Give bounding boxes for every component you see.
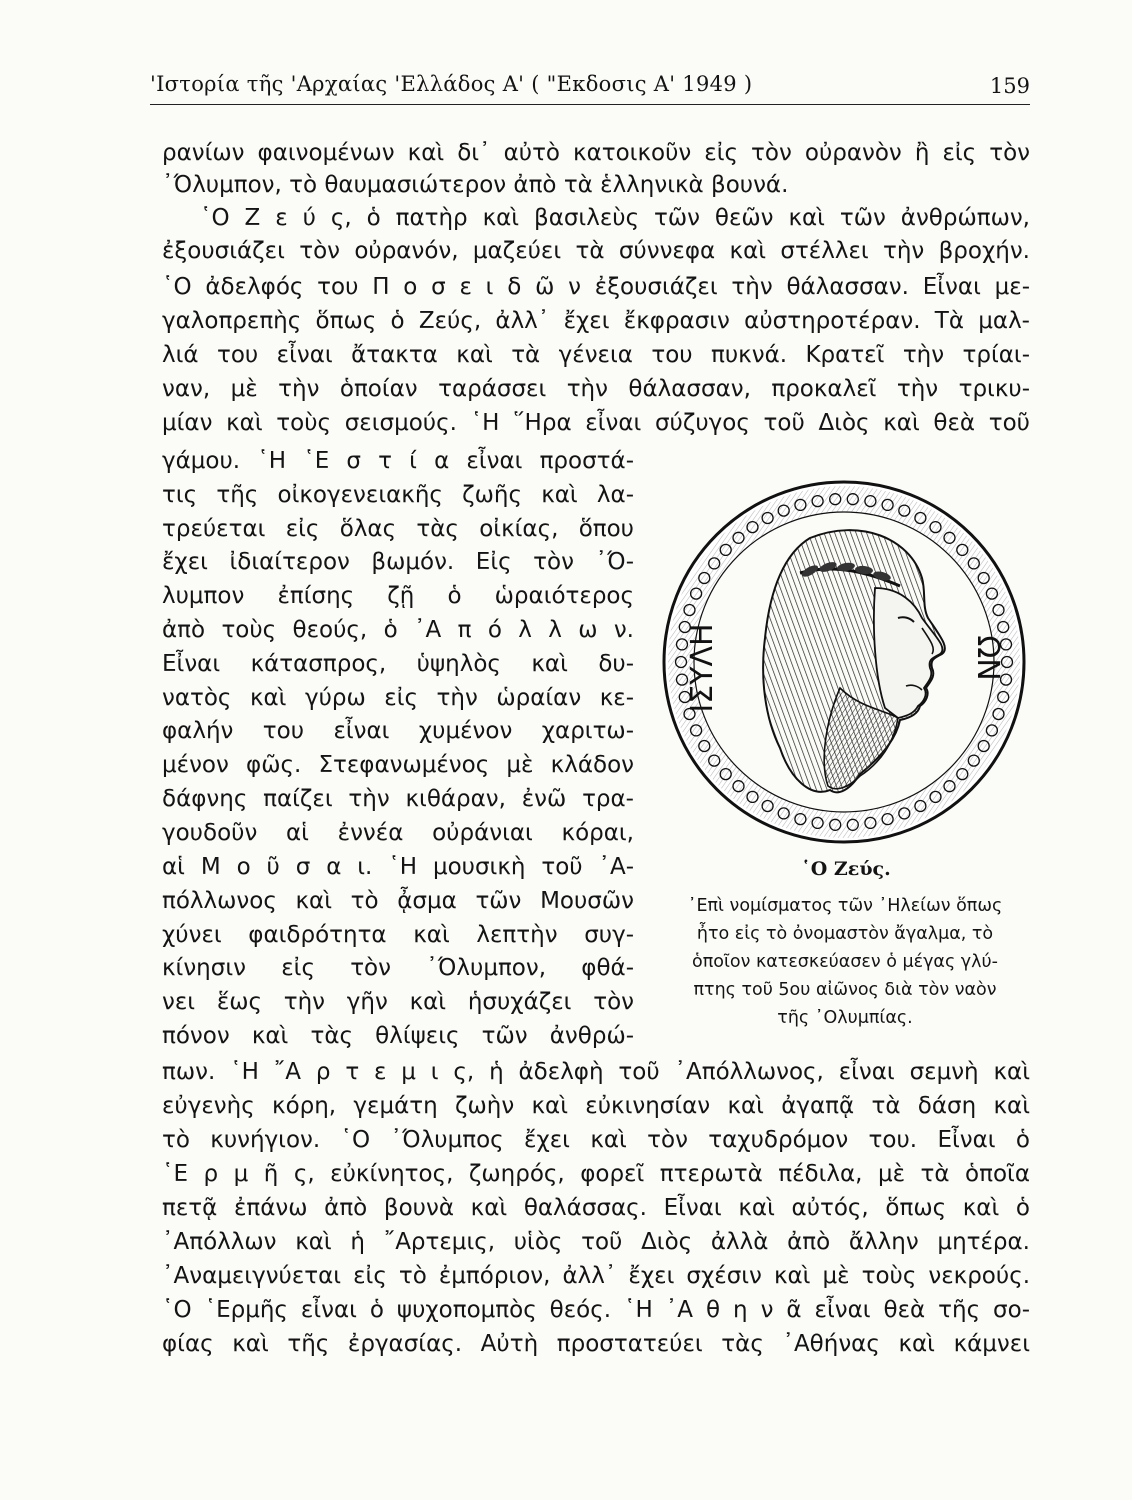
body-line: ἔχει ἰδιαίτερον βωμόν. Εἰς τὸν ᾿Ό-: [162, 549, 634, 575]
body-line: μίαν καὶ τοὺς σεισμούς. ῾Η ῞Ηρα εἶναι σύζυγος τοῦ Διὸς καὶ θεὰ τοῦ: [162, 410, 1030, 436]
body-line: τὸ κυνήγιον. ῾Ο ᾿Όλυμπος ἔχει καὶ τὸν ταχυδρόμον του. Εἶναι ὁ: [162, 1127, 1030, 1153]
body-line: μένον φῶς. Στεφανωμένος μὲ κλάδον: [162, 752, 634, 778]
body-line: ῾Ο Ζ ε ύ ς, ὁ πατὴρ καὶ βασιλεὺς τῶν θεῶν καὶ τῶν ἀνθρώπων,: [200, 205, 1030, 231]
body-line: ῾Ο ἀδελφός του Π ο σ ε ι δ ῶ ν ἐξουσιάζει τὴν θάλασσαν. Εἶναι με-: [162, 274, 1030, 300]
running-title: 'Ιστορία τῆς 'Αρχαίας 'Ελλάδος Α' ( "Εκδοσις Α' 1949 ): [150, 72, 753, 96]
body-line: κίνησιν εἰς τὸν ᾿Όλυμπον, φθά-: [162, 955, 634, 981]
body-line: φίας καὶ τῆς ἐργασίας. Αὐτὴ προστατεύει τὰς ᾿Αθήνας καὶ κάμνει: [162, 1331, 1030, 1357]
body-line: νατὸς καὶ γύρω εἰς τὴν ὡραίαν κε-: [162, 685, 634, 711]
figure-caption-line: ᾿Επὶ νομίσματος τῶν ᾿Ηλείων ὅπως: [687, 896, 1003, 916]
body-line: ναν, μὲ τὴν ὁποίαν ταράσσει τὴν θάλασσαν, προκαλεῖ τὴν τρικυ-: [162, 376, 1030, 402]
zeus-coin-illustration: [660, 478, 1028, 846]
running-header: [150, 70, 1030, 105]
coin-right-legend: ΩΝ: [970, 635, 1005, 681]
body-line: ἐξουσιάζει τὸν οὐρανόν, μαζεύει τὰ σύννεφα καὶ στέλλει τὴν βροχήν.: [162, 238, 1030, 264]
body-line: εὐγενὴς κόρη, γεμάτη ζωὴν καὶ εὐκινησίαν καὶ ἀγαπᾷ τὰ δάση καὶ: [162, 1093, 1030, 1119]
body-line: ᾿Απόλλων καὶ ἡ ῎Αρτεμις, υἱὸς τοῦ Διὸς ἀλλὰ ἀπὸ ἄλλην μητέρα.: [162, 1229, 1030, 1255]
body-line: λυμπον ἐπίσης ζῇ ὁ ὡραιότερος: [162, 583, 634, 609]
body-line: δάφνης παίζει τὴν κιθάραν, ἐνῶ τρα-: [162, 786, 634, 812]
body-line: τρεύεται εἰς ὅλας τὰς οἰκίας, ὅπου: [162, 516, 634, 542]
body-line: νει ἕως τὴν γῆν καὶ ἡσυχάζει τὸν: [162, 989, 634, 1015]
body-line: ἀπὸ τοὺς θεούς, ὁ ᾿Α π ό λ λ ω ν.: [162, 617, 634, 643]
figure-caption-line: πτης τοῦ 5ου αἰῶνος διὰ τὸν ναὸν: [693, 980, 997, 1000]
body-line: ᾿Όλυμπον, τὸ θαυμασιώτερον ἀπὸ τὰ ἑλληνικὰ βουνά.: [162, 172, 789, 198]
body-line: τις τῆς οἰκογενειακῆς ζωῆς καὶ λα-: [162, 482, 634, 508]
body-line: ᾿Αναμειγνύεται εἰς τὸ ἐμπόριον, ἀλλ᾿ ἔχει σχέσιν καὶ μὲ τοὺς νεκρούς.: [162, 1263, 1030, 1289]
body-line: πετᾷ ἐπάνω ἀπὸ βουνὰ καὶ θαλάσσας. Εἶναι καὶ αὐτός, ὅπως καὶ ὁ: [162, 1195, 1030, 1221]
figure-caption-title: ῾Ο Ζεύς.: [801, 858, 891, 880]
coin-left-legend: ΙΣΥΛΗ: [685, 623, 720, 713]
body-line: γάμου. ῾Η ῾Ε σ τ ί α εἶναι προστά-: [162, 448, 634, 474]
body-line: γουδοῦν αἱ ἐννέα οὐράνιαι κόραι,: [162, 820, 634, 846]
figure-caption-line: τῆς ᾿Ολυμπίας.: [777, 1008, 913, 1028]
body-line: χύνει φαιδρότητα καὶ λεπτὴν συγ-: [162, 922, 634, 948]
body-line: αἱ Μ ο ῦ σ α ι. ῾Η μουσικὴ τοῦ ᾿Α-: [162, 854, 634, 880]
figure-caption-line: ὁποῖον κατεσκεύασεν ὁ μέγας γλύ-: [692, 952, 998, 972]
body-line: ρανίων φαινομένων καὶ δι᾿ αὐτὸ κατοικοῦν εἰς τὸν οὐρανὸν ἢ εἰς τὸν: [162, 140, 1030, 166]
body-line: λιά του εἶναι ἄτακτα καὶ τὰ γένεια του πυκνά. Κρατεῖ τὴν τρίαι-: [162, 342, 1030, 368]
body-line: πόλλωνος καὶ τὸ ᾆσμα τῶν Μουσῶν: [162, 888, 634, 914]
body-line: Εἶναι κάτασπρος, ὑψηλὸς καὶ δυ-: [162, 651, 634, 677]
body-line: πων. ῾Η ῎Α ρ τ ε μ ι ς, ἡ ἀδελφὴ τοῦ ᾿Απόλλωνος, εἶναι σεμνὴ καὶ: [162, 1059, 1030, 1085]
body-line: πόνον καὶ τὰς θλίψεις τῶν ἀνθρώ-: [162, 1023, 634, 1049]
body-line: ῾Ε ρ μ ῆ ς, εὐκίνητος, ζωηρός, φορεῖ πτερωτὰ πέδιλα, μὲ τὰ ὁποῖα: [162, 1161, 1030, 1187]
body-line: ῾Ο ῾Ερμῆς εἶναι ὁ ψυχοπομπὸς θεός. ῾Η ᾿Α θ η ν ᾶ εἶναι θεὰ τῆς σο-: [162, 1297, 1030, 1323]
body-line: γαλοπρεπὴς ὅπως ὁ Ζεύς, ἀλλ᾿ ἔχει ἔκφρασιν αὐστηροτέραν. Τὰ μαλ-: [162, 308, 1030, 334]
figure-caption-line: ἦτο εἰς τὸ ὀνομαστὸν ἄγαλμα, τὸ: [696, 924, 994, 944]
page-number: 159: [989, 74, 1030, 98]
body-line: φαλήν του εἶναι χυμένον χαριτω-: [162, 718, 634, 744]
